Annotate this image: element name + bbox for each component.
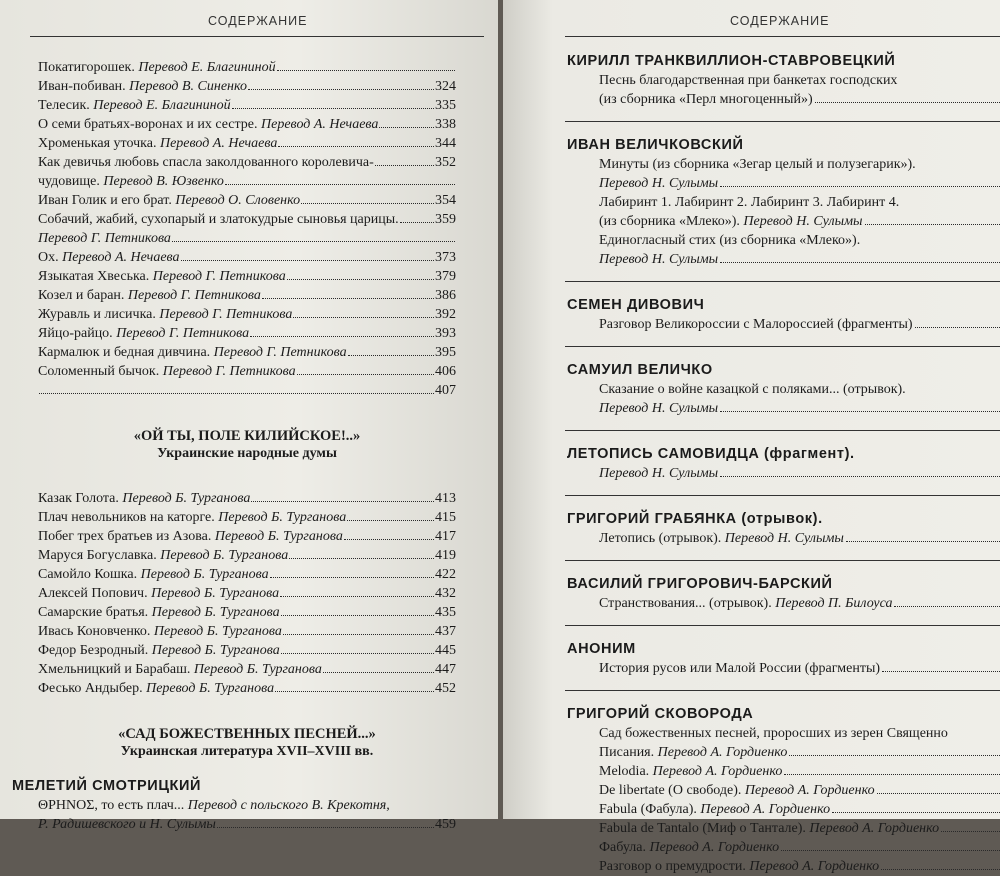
page-number: 452 (435, 681, 456, 696)
entry-translator: Перевод А. Гордиенко (809, 821, 940, 836)
entry-translator: Перевод Б. Турганова (153, 624, 282, 639)
page-number: 435 (435, 605, 456, 620)
entry-title: Писания. Перевод А. Гордиенко (599, 745, 788, 760)
toc-entry (38, 565, 456, 584)
leader-dots (280, 596, 434, 597)
leader-dots (815, 102, 1000, 103)
author-block (567, 575, 1000, 626)
entry-list-tales (38, 58, 456, 400)
entry-translator: Перевод Н. Сулымы (743, 214, 863, 229)
leader-dots (277, 70, 455, 71)
toc-entry (38, 210, 456, 229)
author-heading: ГРИГОРИЙ ГРАБЯНКА (отрывок). (567, 511, 823, 527)
author-heading: ВАСИЛИЙ ГРИГОРОВИЧ-БАРСКИЙ (567, 576, 833, 592)
entry-title: Как девичья любовь спасла заколдованного королевича- (38, 155, 374, 170)
leader-dots (289, 558, 434, 559)
toc-entry (38, 324, 456, 343)
entry-translator: Перевод Г. Петникова (213, 345, 347, 360)
header-rule-left (30, 36, 484, 37)
author-block (567, 296, 1000, 347)
author-heading: КИРИЛЛ ТРАНКВИЛЛИОН-СТАВРОВЕЦКИЙ (567, 53, 896, 69)
toc-entry (38, 343, 456, 362)
entry-title: Ох. Перевод А. Нечаева (38, 250, 180, 265)
entry-translator: Перевод Н. Сулымы (599, 466, 719, 481)
entry-title: Самарские братья. Перевод Б. Турганова (38, 605, 280, 620)
leader-dots (784, 774, 1000, 775)
leader-dots (865, 224, 1000, 225)
toc-entry (599, 659, 1000, 678)
toc-entry (38, 172, 456, 191)
leader-dots (270, 577, 434, 578)
toc-entry (599, 529, 1000, 548)
entry-translator: Перевод Г. Петникова (127, 288, 261, 303)
leader-dots (251, 501, 434, 502)
page-number: 395 (435, 345, 456, 360)
toc-entry (599, 857, 1000, 876)
author-heading: ЛЕТОПИСЬ САМОВИДЦА (фрагмент). (567, 446, 855, 462)
section-divider (565, 560, 1000, 561)
page-number: 422 (435, 567, 456, 582)
page-number: 354 (435, 193, 456, 208)
leader-dots (882, 671, 1000, 672)
page-number: 417 (435, 529, 456, 544)
entry-title: Побег трех братьев из Азова. Перевод Б. Турганова (38, 529, 343, 544)
leader-dots (225, 184, 455, 185)
author-block (567, 361, 1000, 431)
entry-translator: Перевод Г. Петникова (159, 307, 293, 322)
entry-title: Фабула. Перевод А. Гордиенко (599, 840, 780, 855)
section-divider (565, 121, 1000, 122)
entry-translator: Перевод Б. Турганова (151, 605, 280, 620)
toc-entry (38, 286, 456, 305)
entry-title: Кармалюк и бедная дивчина. Перевод Г. Петникова (38, 345, 347, 360)
leader-dots (375, 165, 434, 166)
toc-entry (38, 191, 456, 210)
page-number: 359 (435, 212, 456, 227)
entry-list-smotritsky (38, 796, 456, 834)
toc-entry (38, 248, 456, 267)
entry-title: Fabula (Фабула). Перевод А. Гордиенко (599, 802, 831, 817)
toc-entry (599, 743, 1000, 762)
page-number: 344 (435, 136, 456, 151)
entry-title: Странствования... (отрывок). Перевод П. Билоуса (599, 596, 893, 611)
entry-translator: Перевод А. Гордиенко (744, 783, 875, 798)
author-heading: ИВАН ВЕЛИЧКОВСКИЙ (567, 137, 744, 153)
author-block (567, 445, 1000, 496)
entry-title: Песнь благодарственная при банкетах господских (599, 73, 898, 88)
entry-title: Самойло Кошка. Перевод Б. Турганова (38, 567, 269, 582)
entry-title: Fabula de Tantalo (Миф о Тантале). Перевод А. Гордиенко (599, 821, 940, 836)
section-subtitle: Украинские народные думы (157, 446, 337, 461)
entry-translator: Перевод Б. Турганова (214, 529, 343, 544)
author-block (567, 52, 1000, 122)
toc-entry (599, 464, 1000, 483)
page-number: 373 (435, 250, 456, 265)
leader-dots (232, 108, 434, 109)
entry-translator: Перевод Б. Турганова (218, 510, 347, 525)
entry-title: Иван Голик и его брат. Перевод О. Словенко (38, 193, 301, 208)
entry-translator: Р. Радишевского и Н. Сулымы (38, 817, 216, 832)
entry-translator: Перевод Г. Петникова (38, 231, 171, 246)
entry-translator: Перевод Г. Петникова (116, 326, 250, 341)
entry-title: Ивась Коновченко. Перевод Б. Турганова (38, 624, 282, 639)
entry-translator: Перевод Г. Петникова (162, 364, 296, 379)
page-number: 407 (435, 383, 456, 398)
leader-dots (720, 186, 1000, 187)
entry-title: Козел и баран. Перевод Г. Петникова (38, 288, 261, 303)
page-number: 393 (435, 326, 456, 341)
leader-dots (379, 127, 434, 128)
entry-translator: Перевод А. Нечаева (261, 117, 379, 132)
entry-title: Соломенный бычок. Перевод Г. Петникова (38, 364, 296, 379)
toc-entry (38, 58, 456, 77)
entry-translator: Перевод Н. Сулымы (599, 176, 719, 191)
toc-entry (38, 546, 456, 565)
toc-entry (38, 815, 456, 834)
toc-entry (599, 315, 1000, 334)
toc-entry (38, 489, 456, 508)
entry-title: Покатигорошек. Перевод Е. Благининой (38, 60, 276, 75)
entry-title: Хроменькая уточка. Перевод А. Нечаева (38, 136, 278, 151)
toc-entry (38, 115, 456, 134)
running-head-right: СОДЕРЖАНИЕ (730, 14, 830, 28)
entry-translator: Перевод Н. Сулымы (599, 401, 719, 416)
toc-entry (38, 362, 456, 381)
entry-title: Яйцо-райцо. Перевод Г. Петникова (38, 326, 250, 341)
entry-translator: Перевод Б. Турганова (151, 643, 280, 658)
author-heading: СЕМЕН ДИВОВИЧ (567, 297, 705, 313)
page-number: 338 (435, 117, 456, 132)
toc-right (567, 52, 1000, 876)
page-number: 419 (435, 548, 456, 563)
entry-title: (из сборника «Млеко»). Перевод Н. Сулымы (599, 214, 863, 229)
entry-title (599, 174, 718, 193)
entry-title: Казак Голота. Перевод Б. Турганова (38, 491, 251, 506)
entry-title: Маруся Богуславка. Перевод Б. Турганова (38, 548, 289, 563)
toc-entry (599, 212, 1000, 231)
leader-dots (301, 203, 434, 204)
entry-title: (из сборника «Перл многоценный») (599, 92, 813, 107)
toc-entry (38, 134, 456, 153)
leader-dots (262, 298, 434, 299)
leader-dots (181, 260, 434, 261)
page-number: 352 (435, 155, 456, 170)
toc-entry (599, 594, 1000, 613)
toc-entry (599, 231, 1000, 250)
leader-dots (846, 541, 1000, 542)
page-number: 413 (435, 491, 456, 506)
entry-translator: Перевод А. Нечаева (159, 136, 278, 151)
toc-entry (38, 679, 456, 698)
entry-title (599, 464, 718, 483)
entry-translator: Перевод А. Гордиенко (649, 840, 780, 855)
section-title: «ОЙ ТЫ, ПОЛЕ КИЛИЙСКОЕ!..» (133, 428, 361, 444)
entry-title: Языкатая Хвеська. Перевод Г. Петникова (38, 269, 286, 284)
toc-entry (599, 174, 1000, 193)
left-page (0, 0, 498, 832)
toc-entry (599, 399, 1000, 418)
author-block (567, 640, 1000, 691)
author-heading: МЕЛЕТИЙ СМОТРИЦКИЙ (12, 778, 201, 794)
leader-dots (250, 336, 434, 337)
entry-title: Лабиринт 1. Лабиринт 2. Лабиринт 3. Лабиринт 4. (599, 195, 900, 210)
entry-translator: Перевод О. Словенко (175, 193, 301, 208)
toc-entry (38, 603, 456, 622)
leader-dots (172, 241, 455, 242)
entry-title: De libertate (О свободе). Перевод А. Гордиенко (599, 783, 875, 798)
leader-dots (275, 691, 434, 692)
page-number: 386 (435, 288, 456, 303)
toc-entry (38, 267, 456, 286)
toc-entry (38, 660, 456, 679)
page-number: 335 (435, 98, 456, 113)
toc-entry (599, 90, 1000, 109)
author-heading: АНОНИМ (567, 641, 636, 657)
section-heading-dumy (38, 427, 456, 463)
section-heading-sad (38, 725, 456, 761)
entry-title: Летопись (отрывок). Перевод Н. Сулымы (599, 531, 844, 546)
entry-translator: Перевод Б. Турганова (140, 567, 269, 582)
leader-dots (39, 393, 434, 394)
author-block (567, 510, 1000, 561)
leader-dots (297, 374, 434, 375)
entry-title (38, 229, 171, 248)
leader-dots (789, 755, 1000, 756)
section-divider (565, 690, 1000, 691)
entry-title: чудовище. Перевод В. Юзвенко (38, 174, 224, 189)
toc-entry (599, 800, 1000, 819)
header-rule-right (565, 36, 1000, 37)
entry-title: Melodia. Перевод А. Гордиенко (599, 764, 783, 779)
toc-entry (38, 229, 456, 248)
page-number: 432 (435, 586, 456, 601)
page-number: 445 (435, 643, 456, 658)
entry-translator: Перевод А. Нечаева (62, 250, 180, 265)
section-divider (565, 346, 1000, 347)
entry-title: Фесько Андыбер. Перевод Б. Турганова (38, 681, 275, 696)
entry-title: Иван-побиван. Перевод В. Синенко (38, 79, 247, 94)
page-number: 415 (435, 510, 456, 525)
author-block (567, 136, 1000, 282)
page-number: 392 (435, 307, 456, 322)
leader-dots (400, 222, 434, 223)
section-divider (565, 495, 1000, 496)
entry-title: Минуты (из сборника «Зегар целый и полузегарик»). (599, 157, 916, 172)
entry-translator: Перевод с польского В. Крекотня, (187, 798, 390, 813)
entry-translator: Перевод Б. Турганова (122, 491, 251, 506)
author-heading: САМУИЛ ВЕЛИЧКО (567, 362, 713, 378)
entry-title: Сад божественных песней, проросших из зерен Священно (599, 726, 948, 741)
toc-entry (599, 838, 1000, 857)
leader-dots (287, 279, 434, 280)
entry-translator: Перевод В. Синенко (129, 79, 247, 94)
entry-title: Плач невольников на каторге. Перевод Б. Турганова (38, 510, 347, 525)
toc-entry (599, 819, 1000, 838)
toc-entry (38, 622, 456, 641)
entry-translator: Перевод Е. Благининой (93, 98, 231, 113)
toc-entry (38, 381, 456, 400)
entry-translator: Перевод А. Гордиенко (749, 859, 880, 874)
entry-title: ΘΡΗΝΟΣ, то есть плач... Перевод с польского В. Крекотня, (38, 798, 390, 813)
leader-dots (281, 653, 434, 654)
toc-entry (38, 96, 456, 115)
entry-translator: Перевод Н. Сулымы (724, 531, 844, 546)
entry-translator: Перевод Б. Турганова (146, 681, 275, 696)
entry-translator: Перевод Б. Турганова (160, 548, 289, 563)
leader-dots (915, 327, 1000, 328)
entry-translator: Перевод Н. Сулымы (599, 252, 719, 267)
author-block (567, 705, 1000, 876)
entry-translator: Перевод А. Гордиенко (652, 764, 783, 779)
leader-dots (248, 89, 434, 90)
toc-entry (599, 193, 1000, 212)
toc-entry (599, 781, 1000, 800)
leader-dots (720, 262, 1000, 263)
entry-translator: Перевод П. Билоуса (775, 596, 893, 611)
toc-entry (38, 305, 456, 324)
leader-dots (278, 146, 434, 147)
section-divider (565, 430, 1000, 431)
entry-title (599, 399, 718, 418)
toc-entry (38, 153, 456, 172)
section-title: «САД БОЖЕСТВЕННЫХ ПЕСНЕЙ...» (118, 726, 376, 742)
leader-dots (217, 827, 434, 828)
toc-entry (599, 724, 1000, 743)
leader-dots (781, 850, 1000, 851)
entry-title: Журавль и лисичка. Перевод Г. Петникова (38, 307, 293, 322)
entry-title: Федор Безродный. Перевод Б. Турганова (38, 643, 280, 658)
entry-translator: Перевод А. Гордиенко (700, 802, 831, 817)
toc-entry (38, 796, 456, 815)
leader-dots (881, 869, 1000, 870)
toc-entry (38, 77, 456, 96)
leader-dots (344, 539, 434, 540)
toc-entry (38, 508, 456, 527)
leader-dots (832, 812, 1000, 813)
entry-title (599, 250, 718, 269)
entry-title: Разговор о премудрости. Перевод А. Гордиенко (599, 859, 880, 874)
leader-dots (877, 793, 1000, 794)
entry-title: История русов или Малой России (фрагменты) (599, 661, 881, 676)
leader-dots (720, 411, 1000, 412)
toc-entry (599, 155, 1000, 174)
leader-dots (720, 476, 1000, 477)
leader-dots (281, 615, 434, 616)
page-number: 324 (435, 79, 456, 94)
entry-title: О семи братьях-воронах и их сестре. Перевод А. Нечаева (38, 117, 379, 132)
entry-translator: Перевод Г. Петникова (152, 269, 286, 284)
entry-list-dumy (38, 489, 456, 698)
page-number: 459 (435, 817, 456, 832)
entry-title (38, 815, 216, 834)
page-number: 379 (435, 269, 456, 284)
entry-translator: Перевод Е. Благининой (138, 60, 276, 75)
entry-title: Собачий, жабий, сухопарый и златокудрые сыновья царицы. (38, 212, 399, 227)
leader-dots (283, 634, 434, 635)
entry-translator: Перевод Б. Турганова (193, 662, 322, 677)
toc-left (12, 58, 456, 834)
leader-dots (323, 672, 434, 673)
toc-entry (599, 380, 1000, 399)
toc-entry (38, 641, 456, 660)
page-number: 447 (435, 662, 456, 677)
toc-entry (38, 584, 456, 603)
entry-title: Единогласный стих (из сборника «Млеко»). (599, 233, 861, 248)
entry-translator: Перевод А. Гордиенко (657, 745, 788, 760)
entry-translator: Перевод В. Юзвенко (103, 174, 224, 189)
toc-entry (599, 71, 1000, 90)
author-heading: ГРИГОРИЙ СКОВОРОДА (567, 706, 754, 722)
section-divider (565, 281, 1000, 282)
leader-dots (941, 831, 1000, 832)
section-subtitle: Украинская литература XVII–XVIII вв. (120, 744, 374, 759)
entry-title: Разговор Великороссии с Малороссией (фрагменты) (599, 317, 913, 332)
running-head-left: СОДЕРЖАНИЕ (208, 14, 308, 28)
entry-title: Телесик. Перевод Е. Благининой (38, 98, 231, 113)
entry-title: Сказание о войне казацкой с поляками... (отрывок). (599, 382, 906, 397)
leader-dots (894, 606, 1000, 607)
entry-title: Алексей Попович. Перевод Б. Турганова (38, 586, 280, 601)
leader-dots (347, 520, 434, 521)
toc-entry (38, 527, 456, 546)
toc-entry (599, 250, 1000, 269)
page-number: 437 (435, 624, 456, 639)
entry-translator: Перевод Б. Турганова (151, 586, 280, 601)
section-divider (565, 625, 1000, 626)
entry-title: Хмельницкий и Барабаш. Перевод Б. Турганова (38, 662, 322, 677)
toc-entry (599, 762, 1000, 781)
leader-dots (348, 355, 434, 356)
right-page (503, 0, 1000, 874)
page-number: 406 (435, 364, 456, 379)
leader-dots (293, 317, 434, 318)
